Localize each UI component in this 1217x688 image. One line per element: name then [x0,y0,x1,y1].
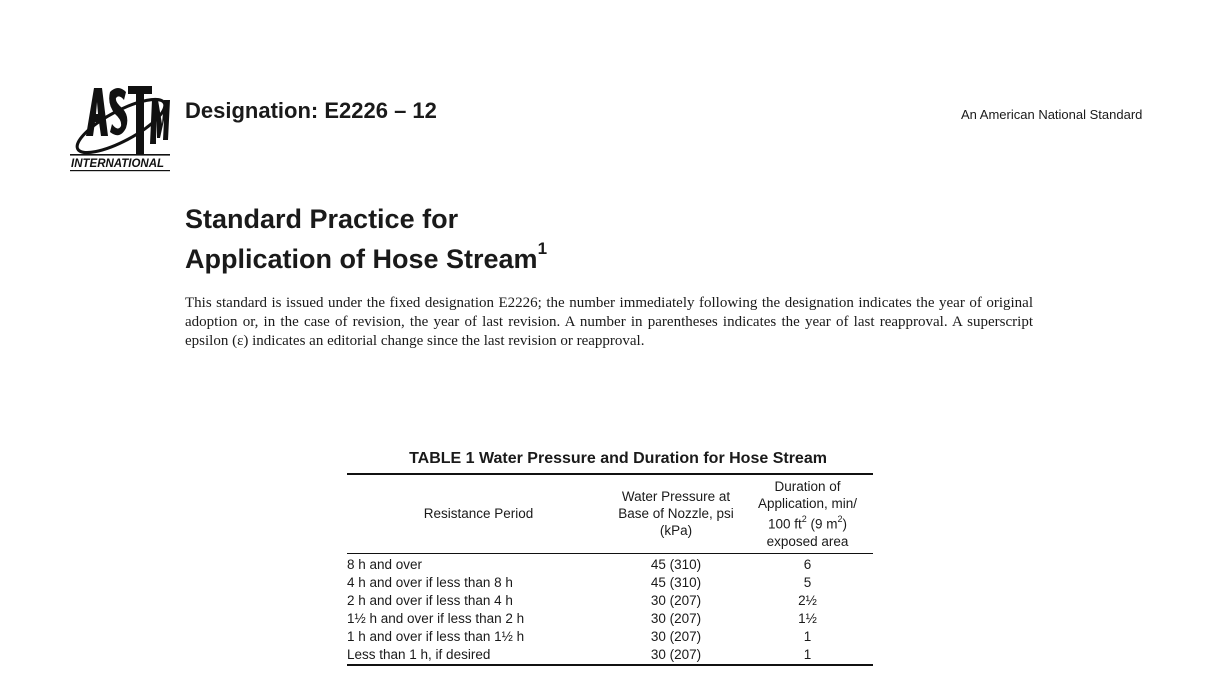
table-header-row [347,474,873,553]
cell-period: 1½ h and over if less than 2 h [347,610,525,626]
cell-period: Less than 1 h, if desired [347,646,610,665]
title-footnote-mark: 1 [537,239,548,258]
logo-international-text: INTERNATIONAL [71,158,165,170]
cell-duration: 1 [803,628,812,644]
title-line-2-text: Application of Hose Stream [185,244,538,274]
table-row [347,574,873,592]
cell-pressure: 45 (310) [650,574,702,590]
header-resistance-period: Resistance Period [347,474,610,553]
astm-logo-graphic [68,74,174,172]
header-duration-line: exposed area [766,533,849,549]
header-duration-line [742,512,873,533]
title-line-2 [185,236,547,276]
cell-pressure: 30 (207) [650,592,702,608]
table-row [347,646,873,665]
cell-period: 4 h and over if less than 8 h [347,574,513,590]
cell-duration: 5 [803,574,812,590]
title-line-1: Standard Practice for [185,204,459,234]
cell-duration: 1 [742,646,873,665]
header-duration-line: Duration of [774,479,841,494]
header-duration-area-unit: 100 ft [767,516,802,532]
standard-abstract: This standard is issued under the fixed designation E2226; the number immediately following the designation indicates the year of original adoption or, in the case of revision, the year of last revision. A number in parentheses indicates the year of last reapproval. A superscript epsilon (ε) indicates an editorial change since the last revision or reapproval. [185,295,1033,349]
header-duration [742,474,873,553]
document-title [185,203,547,276]
cell-duration: 1½ [798,610,817,626]
table-1 [347,449,873,666]
header-duration-sup: 2 [837,514,843,524]
pressure-duration-table [347,473,873,666]
designation: Designation: E2226 – 12 [185,98,437,123]
table-row [347,592,873,610]
table-row [347,553,873,574]
cell-pressure: 45 (310) [650,556,702,572]
header-water-pressure-line: Water Pressure at [621,489,731,505]
cell-period: 1 h and over if less than 1½ h [347,628,525,644]
header-water-pressure-line: Base of Nozzle, psi [618,506,734,522]
cell-pressure: 30 (207) [610,646,742,665]
cell-period: 2 h and over if less than 4 h [347,592,513,608]
cell-pressure: 30 (207) [650,610,702,626]
header-duration-line: Application, min/ [757,496,858,511]
header-duration-area-metric: (9 m [806,516,838,532]
header-water-pressure-line: (kPa) [659,523,693,539]
header-duration-paren: ) [842,516,848,532]
cell-pressure: 30 (207) [650,628,702,644]
header-duration-sup: 2 [801,514,807,524]
cell-duration: 6 [803,556,812,572]
table-caption: TABLE 1 Water Pressure and Duration for Hose Stream [409,450,827,467]
header-water-pressure [610,474,742,553]
table-row [347,628,873,646]
cell-duration: 2½ [798,592,817,608]
astm-logo [68,74,174,172]
cell-period: 8 h and over [347,556,423,572]
national-standard-label: An American National Standard [961,107,1143,122]
table-row [347,610,873,628]
